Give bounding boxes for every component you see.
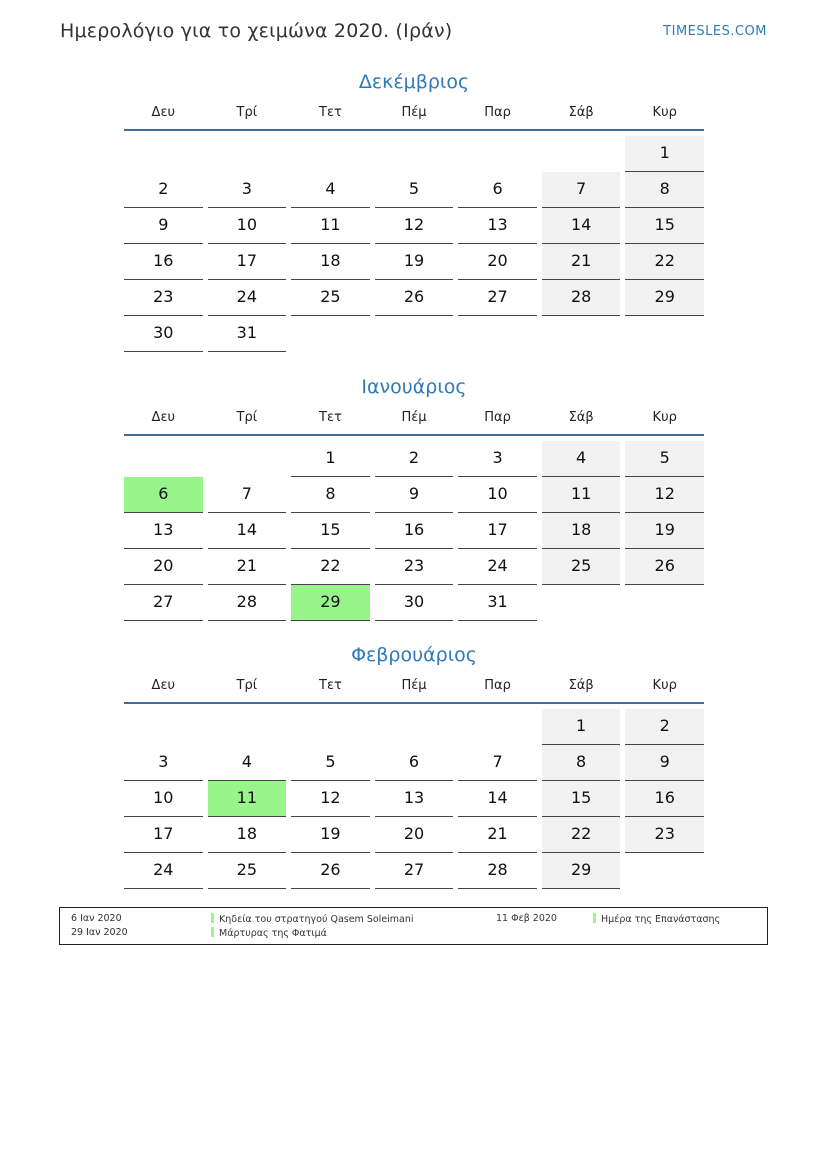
day-cell: 14 (542, 208, 621, 244)
weekday-label: Κυρ (652, 104, 677, 120)
day-cell: 18 (542, 513, 621, 549)
day-cell: 25 (542, 549, 621, 585)
weekday-label: Πέμ (401, 104, 427, 120)
day-cell: 8 (291, 477, 370, 513)
day-cell: 18 (208, 817, 287, 853)
empty-cell (291, 136, 370, 172)
empty-cell (208, 441, 287, 477)
day-cell: 17 (124, 817, 203, 853)
weekday-label: Σάβ (568, 677, 594, 693)
holiday-marker-icon (593, 913, 596, 923)
day-grid (124, 441, 704, 621)
weekday-label: Τρί (236, 104, 258, 120)
day-cell: 7 (458, 745, 537, 781)
day-cell: 4 (208, 745, 287, 781)
day-cell: 17 (458, 513, 537, 549)
day-cell: 18 (291, 244, 370, 280)
weekday-label: Πέμ (401, 409, 427, 425)
legend-date: 29 Ιαν 2020 (71, 927, 128, 938)
day-cell: 1 (291, 441, 370, 477)
legend-entry (211, 927, 327, 939)
empty-cell (375, 709, 454, 745)
day-cell: 8 (625, 172, 704, 208)
weekday-label: Παρ (484, 104, 511, 120)
day-grid (124, 136, 704, 352)
day-cell: 5 (625, 441, 704, 477)
weekday-header (124, 95, 704, 131)
weekday-label: Δευ (151, 104, 175, 120)
day-cell: 21 (208, 549, 287, 585)
day-cell: 21 (542, 244, 621, 280)
day-cell: 27 (458, 280, 537, 316)
day-cell: 24 (458, 549, 537, 585)
day-cell: 16 (124, 244, 203, 280)
day-cell: 23 (625, 817, 704, 853)
day-cell: 26 (291, 853, 370, 889)
day-cell: 20 (375, 817, 454, 853)
brand-link[interactable]: TIMESLES.COM (663, 24, 767, 39)
weekday-label: Πέμ (401, 677, 427, 693)
day-cell: 23 (375, 549, 454, 585)
day-cell: 6 (375, 745, 454, 781)
day-cell: 12 (375, 208, 454, 244)
legend-label: Ημέρα της Επανάστασης (601, 914, 721, 925)
empty-cell (124, 136, 203, 172)
holiday-marker-icon (211, 913, 214, 923)
weekday-label: Κυρ (652, 409, 677, 425)
weekday-label: Κυρ (652, 677, 677, 693)
day-cell: 3 (208, 172, 287, 208)
weekday-label: Δευ (151, 409, 175, 425)
legend-entry (211, 913, 414, 925)
day-cell: 13 (375, 781, 454, 817)
day-cell: 27 (375, 853, 454, 889)
day-cell: 22 (625, 244, 704, 280)
day-cell: 20 (458, 244, 537, 280)
month-december (124, 69, 704, 352)
day-cell: 16 (625, 781, 704, 817)
empty-cell (458, 136, 537, 172)
day-cell: 28 (542, 280, 621, 316)
weekday-label: Δευ (151, 677, 175, 693)
day-cell: 19 (375, 244, 454, 280)
empty-cell (124, 709, 203, 745)
weekday-label: Παρ (484, 409, 511, 425)
legend-label: Κηδεία του στρατηγού Qasem Soleimani (219, 914, 414, 925)
day-cell: 15 (625, 208, 704, 244)
day-cell: 4 (291, 172, 370, 208)
holiday-day-cell: 11 (208, 781, 287, 817)
day-cell: 16 (375, 513, 454, 549)
day-cell: 26 (375, 280, 454, 316)
day-cell: 10 (458, 477, 537, 513)
holiday-day-cell: 29 (291, 585, 370, 621)
legend-label: Μάρτυρας της Φατιμά (219, 928, 327, 939)
day-cell: 25 (208, 853, 287, 889)
weekday-header (124, 400, 704, 436)
day-cell: 4 (542, 441, 621, 477)
day-cell: 15 (291, 513, 370, 549)
day-cell: 5 (375, 172, 454, 208)
day-cell: 2 (625, 709, 704, 745)
day-cell: 19 (625, 513, 704, 549)
day-cell: 12 (291, 781, 370, 817)
month-title: Ιανουάριος (361, 376, 467, 398)
day-cell: 30 (375, 585, 454, 621)
day-cell: 28 (458, 853, 537, 889)
empty-cell (458, 709, 537, 745)
empty-cell (542, 136, 621, 172)
month-february (124, 642, 704, 889)
day-cell: 12 (625, 477, 704, 513)
day-cell: 30 (124, 316, 203, 352)
day-cell: 14 (458, 781, 537, 817)
day-cell: 20 (124, 549, 203, 585)
day-cell: 31 (458, 585, 537, 621)
day-cell: 28 (208, 585, 287, 621)
day-cell: 13 (458, 208, 537, 244)
day-cell: 10 (124, 781, 203, 817)
empty-cell (124, 441, 203, 477)
day-cell: 24 (124, 853, 203, 889)
day-cell: 1 (625, 136, 704, 172)
day-cell: 9 (375, 477, 454, 513)
day-cell: 27 (124, 585, 203, 621)
holiday-marker-icon (211, 927, 214, 937)
day-cell: 24 (208, 280, 287, 316)
day-cell: 2 (124, 172, 203, 208)
weekday-header (124, 668, 704, 704)
weekday-label: Σάβ (568, 409, 594, 425)
weekday-label: Τρί (236, 409, 258, 425)
day-cell: 21 (458, 817, 537, 853)
day-cell: 29 (625, 280, 704, 316)
day-cell: 5 (291, 745, 370, 781)
holiday-day-cell: 6 (124, 477, 203, 513)
day-cell: 9 (124, 208, 203, 244)
empty-cell (208, 709, 287, 745)
day-cell: 11 (542, 477, 621, 513)
weekday-label: Σάβ (568, 104, 594, 120)
day-cell: 10 (208, 208, 287, 244)
weekday-label: Τετ (319, 409, 342, 425)
day-cell: 7 (542, 172, 621, 208)
day-cell: 25 (291, 280, 370, 316)
day-cell: 26 (625, 549, 704, 585)
day-cell: 22 (542, 817, 621, 853)
day-cell: 15 (542, 781, 621, 817)
day-cell: 9 (625, 745, 704, 781)
day-cell: 22 (291, 549, 370, 585)
weekday-label: Παρ (484, 677, 511, 693)
day-cell: 31 (208, 316, 287, 352)
day-grid (124, 709, 704, 889)
page-title: Ημερολόγιο για το χειμώνα 2020. (Ιράν) (60, 20, 453, 42)
month-title: Φεβρουάριος (351, 644, 477, 666)
empty-cell (208, 136, 287, 172)
weekday-label: Τρί (236, 677, 258, 693)
day-cell: 3 (458, 441, 537, 477)
day-cell: 19 (291, 817, 370, 853)
day-cell: 2 (375, 441, 454, 477)
day-cell: 17 (208, 244, 287, 280)
day-cell: 14 (208, 513, 287, 549)
weekday-label: Τετ (319, 104, 342, 120)
legend-date: 6 Ιαν 2020 (71, 913, 122, 924)
day-cell: 1 (542, 709, 621, 745)
weekday-label: Τετ (319, 677, 342, 693)
holiday-legend (59, 907, 768, 945)
legend-date: 11 Φεβ 2020 (496, 913, 557, 924)
day-cell: 29 (542, 853, 621, 889)
empty-cell (291, 709, 370, 745)
day-cell: 13 (124, 513, 203, 549)
day-cell: 3 (124, 745, 203, 781)
empty-cell (375, 136, 454, 172)
day-cell: 23 (124, 280, 203, 316)
day-cell: 8 (542, 745, 621, 781)
legend-entry (593, 913, 720, 925)
month-january (124, 374, 704, 621)
day-cell: 6 (458, 172, 537, 208)
day-cell: 7 (208, 477, 287, 513)
month-title: Δεκέμβριος (358, 71, 470, 93)
day-cell: 11 (291, 208, 370, 244)
